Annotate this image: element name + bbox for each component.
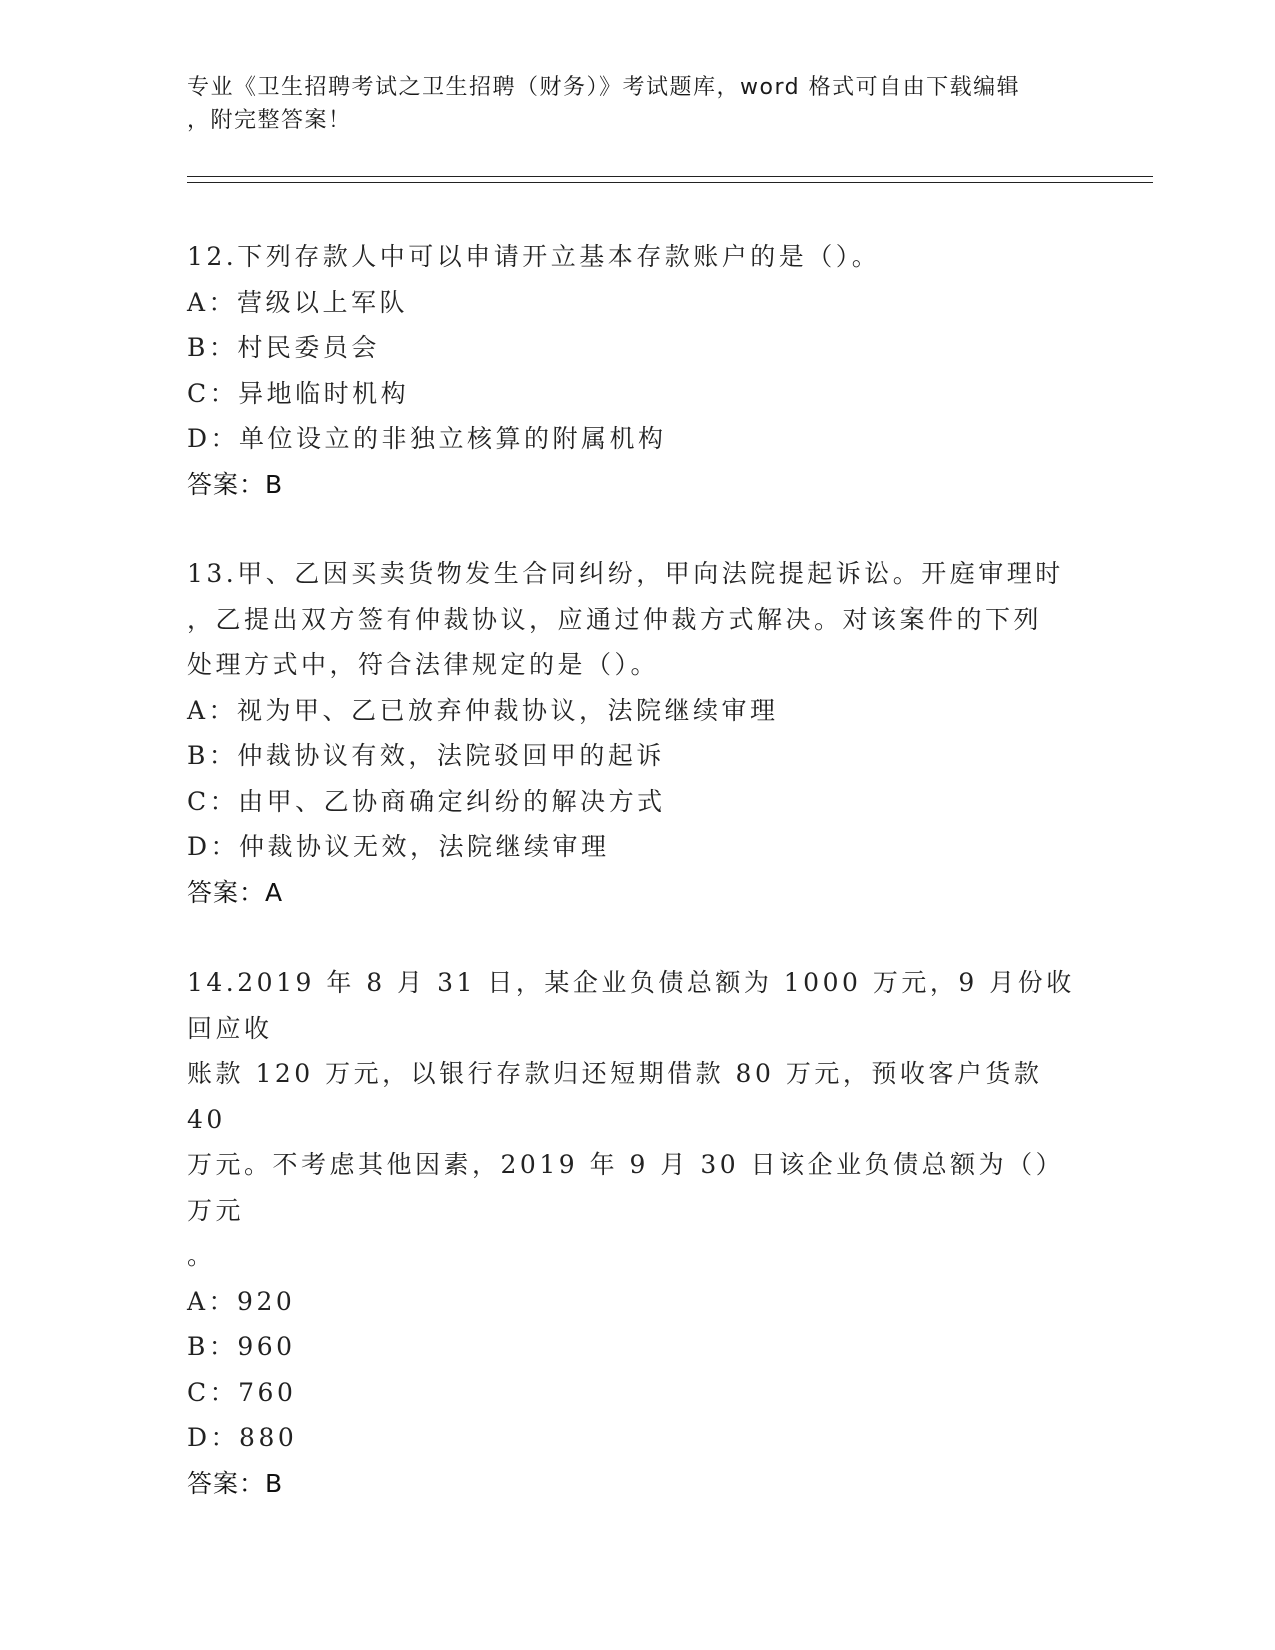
question-12	[187, 234, 1087, 507]
question-stem: 12.下列存款人中可以申请开立基本存款账户的是（）。	[187, 242, 881, 271]
header-title-line-2: ，附完整答案！	[187, 108, 352, 133]
question-stem: 13.甲、乙因买卖货物发生合同纠纷，甲向法院提起诉讼。开庭审理时	[187, 559, 1064, 588]
question-stem: 账款 120 万元，以银行存款归还短期借款 80 万元，预收客户货款 40	[187, 1059, 1043, 1134]
option-a: A：视为甲、乙已放弃仲裁协议，法院继续审理	[187, 695, 779, 725]
answer: 答案：A	[187, 877, 284, 907]
answer: 答案：B	[187, 1468, 284, 1498]
option-d: D：单位设立的非独立核算的附属机构	[187, 424, 667, 453]
option-d: D：880	[187, 1423, 298, 1452]
option-c: C：异地临时机构	[187, 378, 410, 408]
question-stem: ，乙提出双方签有仲裁协议，应通过仲裁方式解决。对该案件的下列	[187, 604, 1043, 634]
option-c: C：由甲、乙协商确定纠纷的解决方式	[187, 786, 666, 816]
question-13	[187, 551, 1087, 915]
option-b: B：村民委员会	[187, 333, 380, 362]
option-b: B：960	[187, 1332, 296, 1361]
question-stem: 14.2019 年 8 月 31 日，某企业负债总额为 1000 万元，9 月份收回应收	[187, 968, 1075, 1043]
question-14	[187, 960, 1087, 1506]
question-stem: 处理方式中，符合法律规定的是（）。	[187, 650, 660, 679]
header-title-line-1: 专业《卫生招聘考试之卫生招聘（财务）》考试题库，word 格式可自由下载编辑	[187, 75, 1021, 100]
option-b: B：仲裁协议有效，法院驳回甲的起诉	[187, 741, 665, 770]
answer: 答案：B	[187, 469, 284, 499]
option-d: D：仲裁协议无效，法院继续审理	[187, 832, 610, 861]
header-divider-top	[187, 176, 1153, 177]
header-divider-bottom	[187, 182, 1153, 183]
option-c: C：760	[187, 1377, 297, 1407]
question-stem: 。	[187, 1241, 216, 1270]
option-a: A：920	[187, 1286, 296, 1316]
document-header	[187, 71, 1077, 137]
option-a: A：营级以上军队	[187, 287, 409, 317]
question-stem: 万元。不考虑其他因素，2019 年 9 月 30 日该企业负债总额为（）万元	[187, 1150, 1065, 1225]
